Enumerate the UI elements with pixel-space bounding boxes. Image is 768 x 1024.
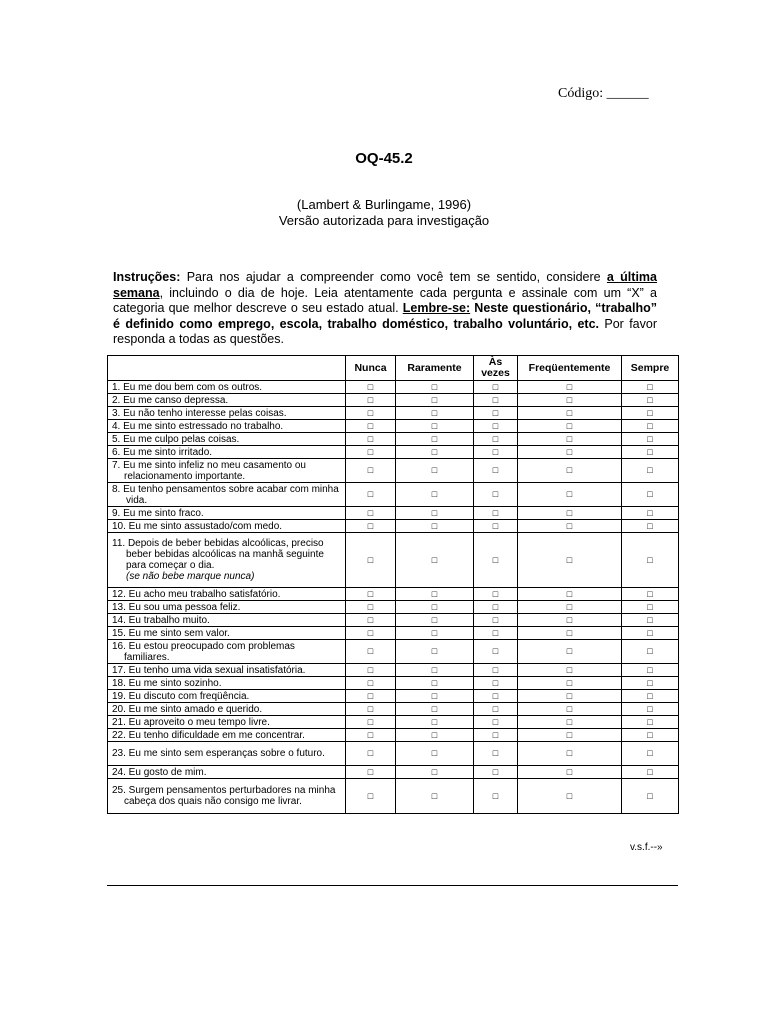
item-text (108, 614, 346, 627)
table-row (108, 433, 679, 446)
answer-checkbox[interactable]: □ (622, 433, 679, 446)
answer-checkbox[interactable]: □ (346, 446, 396, 459)
answer-checkbox[interactable]: □ (518, 664, 622, 677)
answer-checkbox[interactable]: □ (518, 381, 622, 394)
answer-checkbox[interactable]: □ (622, 677, 679, 690)
answer-checkbox[interactable]: □ (474, 446, 518, 459)
item-label: 21. Eu aproveito o meu tempo livre. (112, 716, 270, 728)
item-text (108, 588, 346, 601)
answer-checkbox[interactable]: □ (518, 433, 622, 446)
item-label: 12. Eu acho meu trabalho satisfatório. (112, 588, 281, 600)
answer-checkbox[interactable]: □ (622, 640, 679, 664)
answer-checkbox[interactable]: □ (518, 640, 622, 664)
answer-checkbox[interactable]: □ (396, 703, 474, 716)
answer-checkbox[interactable]: □ (346, 677, 396, 690)
answer-checkbox[interactable]: □ (396, 520, 474, 533)
answer-checkbox[interactable]: □ (518, 533, 622, 588)
answer-checkbox[interactable]: □ (474, 433, 518, 446)
answer-checkbox[interactable]: □ (518, 703, 622, 716)
answer-checkbox[interactable]: □ (396, 381, 474, 394)
item-label: 17. Eu tenho uma vida sexual insatisfatória. (112, 664, 306, 676)
item-text (108, 677, 346, 690)
answer-checkbox[interactable]: □ (474, 588, 518, 601)
item-text (108, 459, 346, 483)
answer-checkbox[interactable]: □ (474, 640, 518, 664)
item-note: (se não bebe marque nunca) (126, 571, 255, 582)
answer-checkbox[interactable]: □ (622, 381, 679, 394)
table-row (108, 588, 679, 601)
table-row (108, 779, 679, 814)
item-text (108, 664, 346, 677)
answer-checkbox[interactable]: □ (474, 483, 518, 507)
answer-checkbox[interactable]: □ (396, 664, 474, 677)
answer-checkbox[interactable]: □ (474, 779, 518, 814)
answer-checkbox[interactable]: □ (346, 614, 396, 627)
answer-checkbox[interactable]: □ (622, 420, 679, 433)
item-text (108, 627, 346, 640)
item-label: 6. Eu me sinto irritado. (112, 446, 213, 458)
answer-checkbox[interactable]: □ (396, 614, 474, 627)
answer-checkbox[interactable]: □ (518, 420, 622, 433)
item-text (108, 446, 346, 459)
answer-checkbox[interactable]: □ (474, 614, 518, 627)
item-label: 16. Eu estou preocupado com problemas familiares. (112, 640, 295, 663)
answer-checkbox[interactable]: □ (346, 433, 396, 446)
answer-checkbox[interactable]: □ (622, 483, 679, 507)
answer-checkbox[interactable]: □ (346, 420, 396, 433)
answer-checkbox[interactable]: □ (622, 459, 679, 483)
item-label: 1. Eu me dou bem com os outros. (112, 381, 263, 393)
item-text (108, 433, 346, 446)
answer-checkbox[interactable]: □ (518, 690, 622, 703)
item-label: 13. Eu sou uma pessoa feliz. (112, 601, 241, 613)
item-label: 15. Eu me sinto sem valor. (112, 627, 230, 639)
answer-checkbox[interactable]: □ (396, 690, 474, 703)
answer-checkbox[interactable]: □ (622, 533, 679, 588)
answer-checkbox[interactable]: □ (474, 742, 518, 766)
answer-checkbox[interactable]: □ (518, 459, 622, 483)
answer-checkbox[interactable]: □ (396, 446, 474, 459)
table-row (108, 614, 679, 627)
answer-checkbox[interactable]: □ (474, 459, 518, 483)
answer-checkbox[interactable]: □ (474, 507, 518, 520)
table-row (108, 677, 679, 690)
answer-checkbox[interactable]: □ (474, 664, 518, 677)
answer-checkbox[interactable]: □ (474, 690, 518, 703)
table-row (108, 601, 679, 614)
table-row (108, 533, 679, 588)
item-label: 9. Eu me sinto fraco. (112, 507, 204, 519)
answer-checkbox[interactable]: □ (396, 716, 474, 729)
answer-checkbox[interactable]: □ (622, 766, 679, 779)
footer-divider (107, 885, 678, 886)
item-label: 8. Eu tenho pensamentos sobre acabar com minha vida. (112, 483, 339, 506)
codigo-field: Código: ______ (558, 86, 649, 101)
instructions (113, 270, 657, 348)
answer-checkbox[interactable]: □ (518, 677, 622, 690)
answer-checkbox[interactable]: □ (346, 507, 396, 520)
answer-checkbox[interactable]: □ (346, 533, 396, 588)
table-row (108, 483, 679, 507)
table-row (108, 520, 679, 533)
answer-checkbox[interactable]: □ (474, 394, 518, 407)
item-label: 25. Surgem pensamentos perturbadores na minha cabeça dos quais não consigo me livrar. (112, 785, 336, 807)
item-header (108, 356, 346, 381)
answer-checkbox[interactable]: □ (396, 407, 474, 420)
answer-checkbox[interactable]: □ (396, 640, 474, 664)
form-title: OQ-45.2 (355, 150, 413, 167)
item-text (108, 640, 346, 664)
item-text (108, 716, 346, 729)
answer-checkbox[interactable]: □ (622, 446, 679, 459)
answer-checkbox[interactable]: □ (346, 640, 396, 664)
answer-checkbox[interactable]: □ (346, 779, 396, 814)
instructions-text: Para nos ajudar a compreender como você tem se sentido, considere (180, 270, 607, 284)
answer-checkbox[interactable]: □ (396, 766, 474, 779)
answer-checkbox[interactable]: □ (346, 601, 396, 614)
answer-checkbox[interactable]: □ (622, 627, 679, 640)
answer-checkbox[interactable]: □ (518, 627, 622, 640)
answer-checkbox[interactable]: □ (474, 407, 518, 420)
answer-checkbox[interactable]: □ (518, 729, 622, 742)
table-row (108, 394, 679, 407)
answer-checkbox[interactable]: □ (622, 601, 679, 614)
answer-checkbox[interactable]: □ (346, 742, 396, 766)
item-text (108, 507, 346, 520)
answer-checkbox[interactable]: □ (474, 627, 518, 640)
answer-checkbox[interactable]: □ (622, 742, 679, 766)
table-row (108, 766, 679, 779)
answer-checkbox[interactable]: □ (518, 520, 622, 533)
table-row (108, 716, 679, 729)
item-label: 24. Eu gosto de mim. (112, 766, 207, 778)
answer-checkbox[interactable]: □ (622, 664, 679, 677)
item-text (108, 703, 346, 716)
item-label: 11. Depois de beber bebidas alcoólicas, preciso beber bebidas alcoólicas na manhã seguinte para começar o dia. (112, 538, 324, 571)
item-text (108, 381, 346, 394)
table-row (108, 459, 679, 483)
item-text (108, 601, 346, 614)
item-text (108, 420, 346, 433)
answer-checkbox[interactable]: □ (518, 588, 622, 601)
item-label: 19. Eu discuto com freqüência. (112, 690, 250, 702)
item-label: 18. Eu me sinto sozinho. (112, 677, 222, 689)
table-row (108, 742, 679, 766)
item-label: 14. Eu trabalho muito. (112, 614, 210, 626)
col-header-frequentemente: Freqüentemente (518, 356, 622, 381)
answer-checkbox[interactable]: □ (396, 533, 474, 588)
table-row (108, 627, 679, 640)
col-header-nunca: Nunca (346, 356, 396, 381)
instructions-label: Instruções: (113, 270, 181, 284)
answer-checkbox[interactable]: □ (622, 716, 679, 729)
answer-checkbox[interactable]: □ (518, 779, 622, 814)
table-row (108, 703, 679, 716)
answer-checkbox[interactable]: □ (396, 433, 474, 446)
answer-checkbox[interactable]: □ (622, 779, 679, 814)
answer-checkbox[interactable]: □ (346, 588, 396, 601)
continue-note: v.s.f.--» (630, 842, 663, 853)
answer-checkbox[interactable]: □ (622, 690, 679, 703)
answer-checkbox[interactable]: □ (396, 420, 474, 433)
answer-checkbox[interactable]: □ (346, 716, 396, 729)
instructions-emphasis: a última semana (113, 270, 657, 300)
answer-checkbox[interactable]: □ (622, 614, 679, 627)
answer-checkbox[interactable]: □ (474, 729, 518, 742)
citation: (Lambert & Burlingame, 1996) (296, 197, 472, 212)
answer-checkbox[interactable]: □ (346, 729, 396, 742)
answer-checkbox[interactable]: □ (518, 507, 622, 520)
col-header-as-vezes: Às vezes (474, 356, 518, 381)
answer-checkbox[interactable]: □ (346, 483, 396, 507)
item-label: 3. Eu não tenho interesse pelas coisas. (112, 407, 287, 419)
col-header-sempre: Sempre (622, 356, 679, 381)
answer-checkbox[interactable]: □ (622, 703, 679, 716)
answer-checkbox[interactable]: □ (396, 394, 474, 407)
answer-checkbox[interactable]: □ (346, 627, 396, 640)
item-text (108, 779, 346, 814)
answer-checkbox[interactable]: □ (474, 601, 518, 614)
answer-checkbox[interactable]: □ (346, 459, 396, 483)
item-text (108, 729, 346, 742)
answer-checkbox[interactable]: □ (518, 483, 622, 507)
answer-checkbox[interactable]: □ (396, 601, 474, 614)
answer-checkbox[interactable]: □ (346, 407, 396, 420)
answer-checkbox[interactable]: □ (346, 766, 396, 779)
item-label: 22. Eu tenho dificuldade em me concentrar. (112, 729, 305, 741)
answer-checkbox[interactable]: □ (396, 627, 474, 640)
answer-checkbox[interactable]: □ (474, 420, 518, 433)
table-row (108, 407, 679, 420)
table-row (108, 729, 679, 742)
item-text (108, 690, 346, 703)
item-label: 4. Eu me sinto estressado no trabalho. (112, 420, 284, 432)
answer-checkbox[interactable]: □ (518, 614, 622, 627)
item-label: 5. Eu me culpo pelas coisas. (112, 433, 240, 445)
table-row (108, 690, 679, 703)
table-row (108, 507, 679, 520)
answer-checkbox[interactable]: □ (518, 446, 622, 459)
answer-checkbox[interactable]: □ (518, 394, 622, 407)
item-label: 7. Eu me sinto infeliz no meu casamento ou relacionamento importante. (112, 459, 306, 482)
answer-checkbox[interactable]: □ (346, 520, 396, 533)
table-row (108, 446, 679, 459)
answer-checkbox[interactable]: □ (396, 677, 474, 690)
answer-checkbox[interactable]: □ (396, 459, 474, 483)
item-label: 23. Eu me sinto sem esperanças sobre o futuro. (112, 748, 325, 759)
answer-checkbox[interactable]: □ (622, 507, 679, 520)
table-row (108, 664, 679, 677)
answer-checkbox[interactable]: □ (346, 664, 396, 677)
item-text (108, 766, 346, 779)
answer-checkbox[interactable]: □ (346, 394, 396, 407)
answer-checkbox[interactable]: □ (474, 520, 518, 533)
answer-checkbox[interactable]: □ (518, 742, 622, 766)
answer-checkbox[interactable]: □ (622, 520, 679, 533)
answer-checkbox[interactable]: □ (396, 779, 474, 814)
table-row (108, 420, 679, 433)
answer-checkbox[interactable]: □ (518, 407, 622, 420)
answer-checkbox[interactable]: □ (346, 381, 396, 394)
table-row (108, 640, 679, 664)
answer-checkbox[interactable]: □ (474, 533, 518, 588)
authorization-note: Versão autorizada para investigação (278, 213, 490, 228)
answer-checkbox[interactable]: □ (622, 407, 679, 420)
col-header-raramente: Raramente (396, 356, 474, 381)
table-row (108, 381, 679, 394)
answer-checkbox[interactable]: □ (622, 588, 679, 601)
answer-checkbox[interactable]: □ (346, 690, 396, 703)
answer-checkbox[interactable]: □ (518, 766, 622, 779)
item-text (108, 533, 346, 588)
answer-checkbox[interactable]: □ (396, 588, 474, 601)
item-label: 2. Eu me canso depressa. (112, 394, 229, 406)
answer-checkbox[interactable]: □ (396, 729, 474, 742)
answer-checkbox[interactable]: □ (622, 394, 679, 407)
answer-checkbox[interactable]: □ (396, 742, 474, 766)
answer-checkbox[interactable]: □ (518, 601, 622, 614)
instructions-reminder-label: Lembre-se: (402, 301, 471, 315)
item-label: 20. Eu me sinto amado e querido. (112, 703, 263, 715)
answer-checkbox[interactable]: □ (396, 483, 474, 507)
answer-checkbox[interactable]: □ (474, 381, 518, 394)
answer-checkbox[interactable]: □ (474, 766, 518, 779)
item-text (108, 394, 346, 407)
answer-checkbox[interactable]: □ (474, 703, 518, 716)
answer-checkbox[interactable]: □ (474, 677, 518, 690)
table-header (108, 356, 679, 381)
answer-checkbox[interactable]: □ (346, 703, 396, 716)
item-label: 10. Eu me sinto assustado/com medo. (112, 520, 283, 532)
instructions-reminder: Neste questionário, “trabalho” é definido como emprego, escola, trabalho doméstico, trabalho voluntário, etc. (113, 301, 657, 331)
answer-checkbox[interactable]: □ (474, 716, 518, 729)
questionnaire-table (107, 355, 679, 814)
instructions-text: , incluindo o dia de hoje. Leia atentamente cada pergunta e assinale com um “X” a categoria que melhor descreve o seu estado atual. (113, 285, 657, 315)
answer-checkbox[interactable]: □ (622, 729, 679, 742)
item-text (108, 520, 346, 533)
item-text (108, 742, 346, 766)
item-text (108, 407, 346, 420)
answer-checkbox[interactable]: □ (518, 716, 622, 729)
instructions-text: Por favor responda a todas as questões. (113, 316, 657, 346)
item-text (108, 483, 346, 507)
answer-checkbox[interactable]: □ (396, 507, 474, 520)
